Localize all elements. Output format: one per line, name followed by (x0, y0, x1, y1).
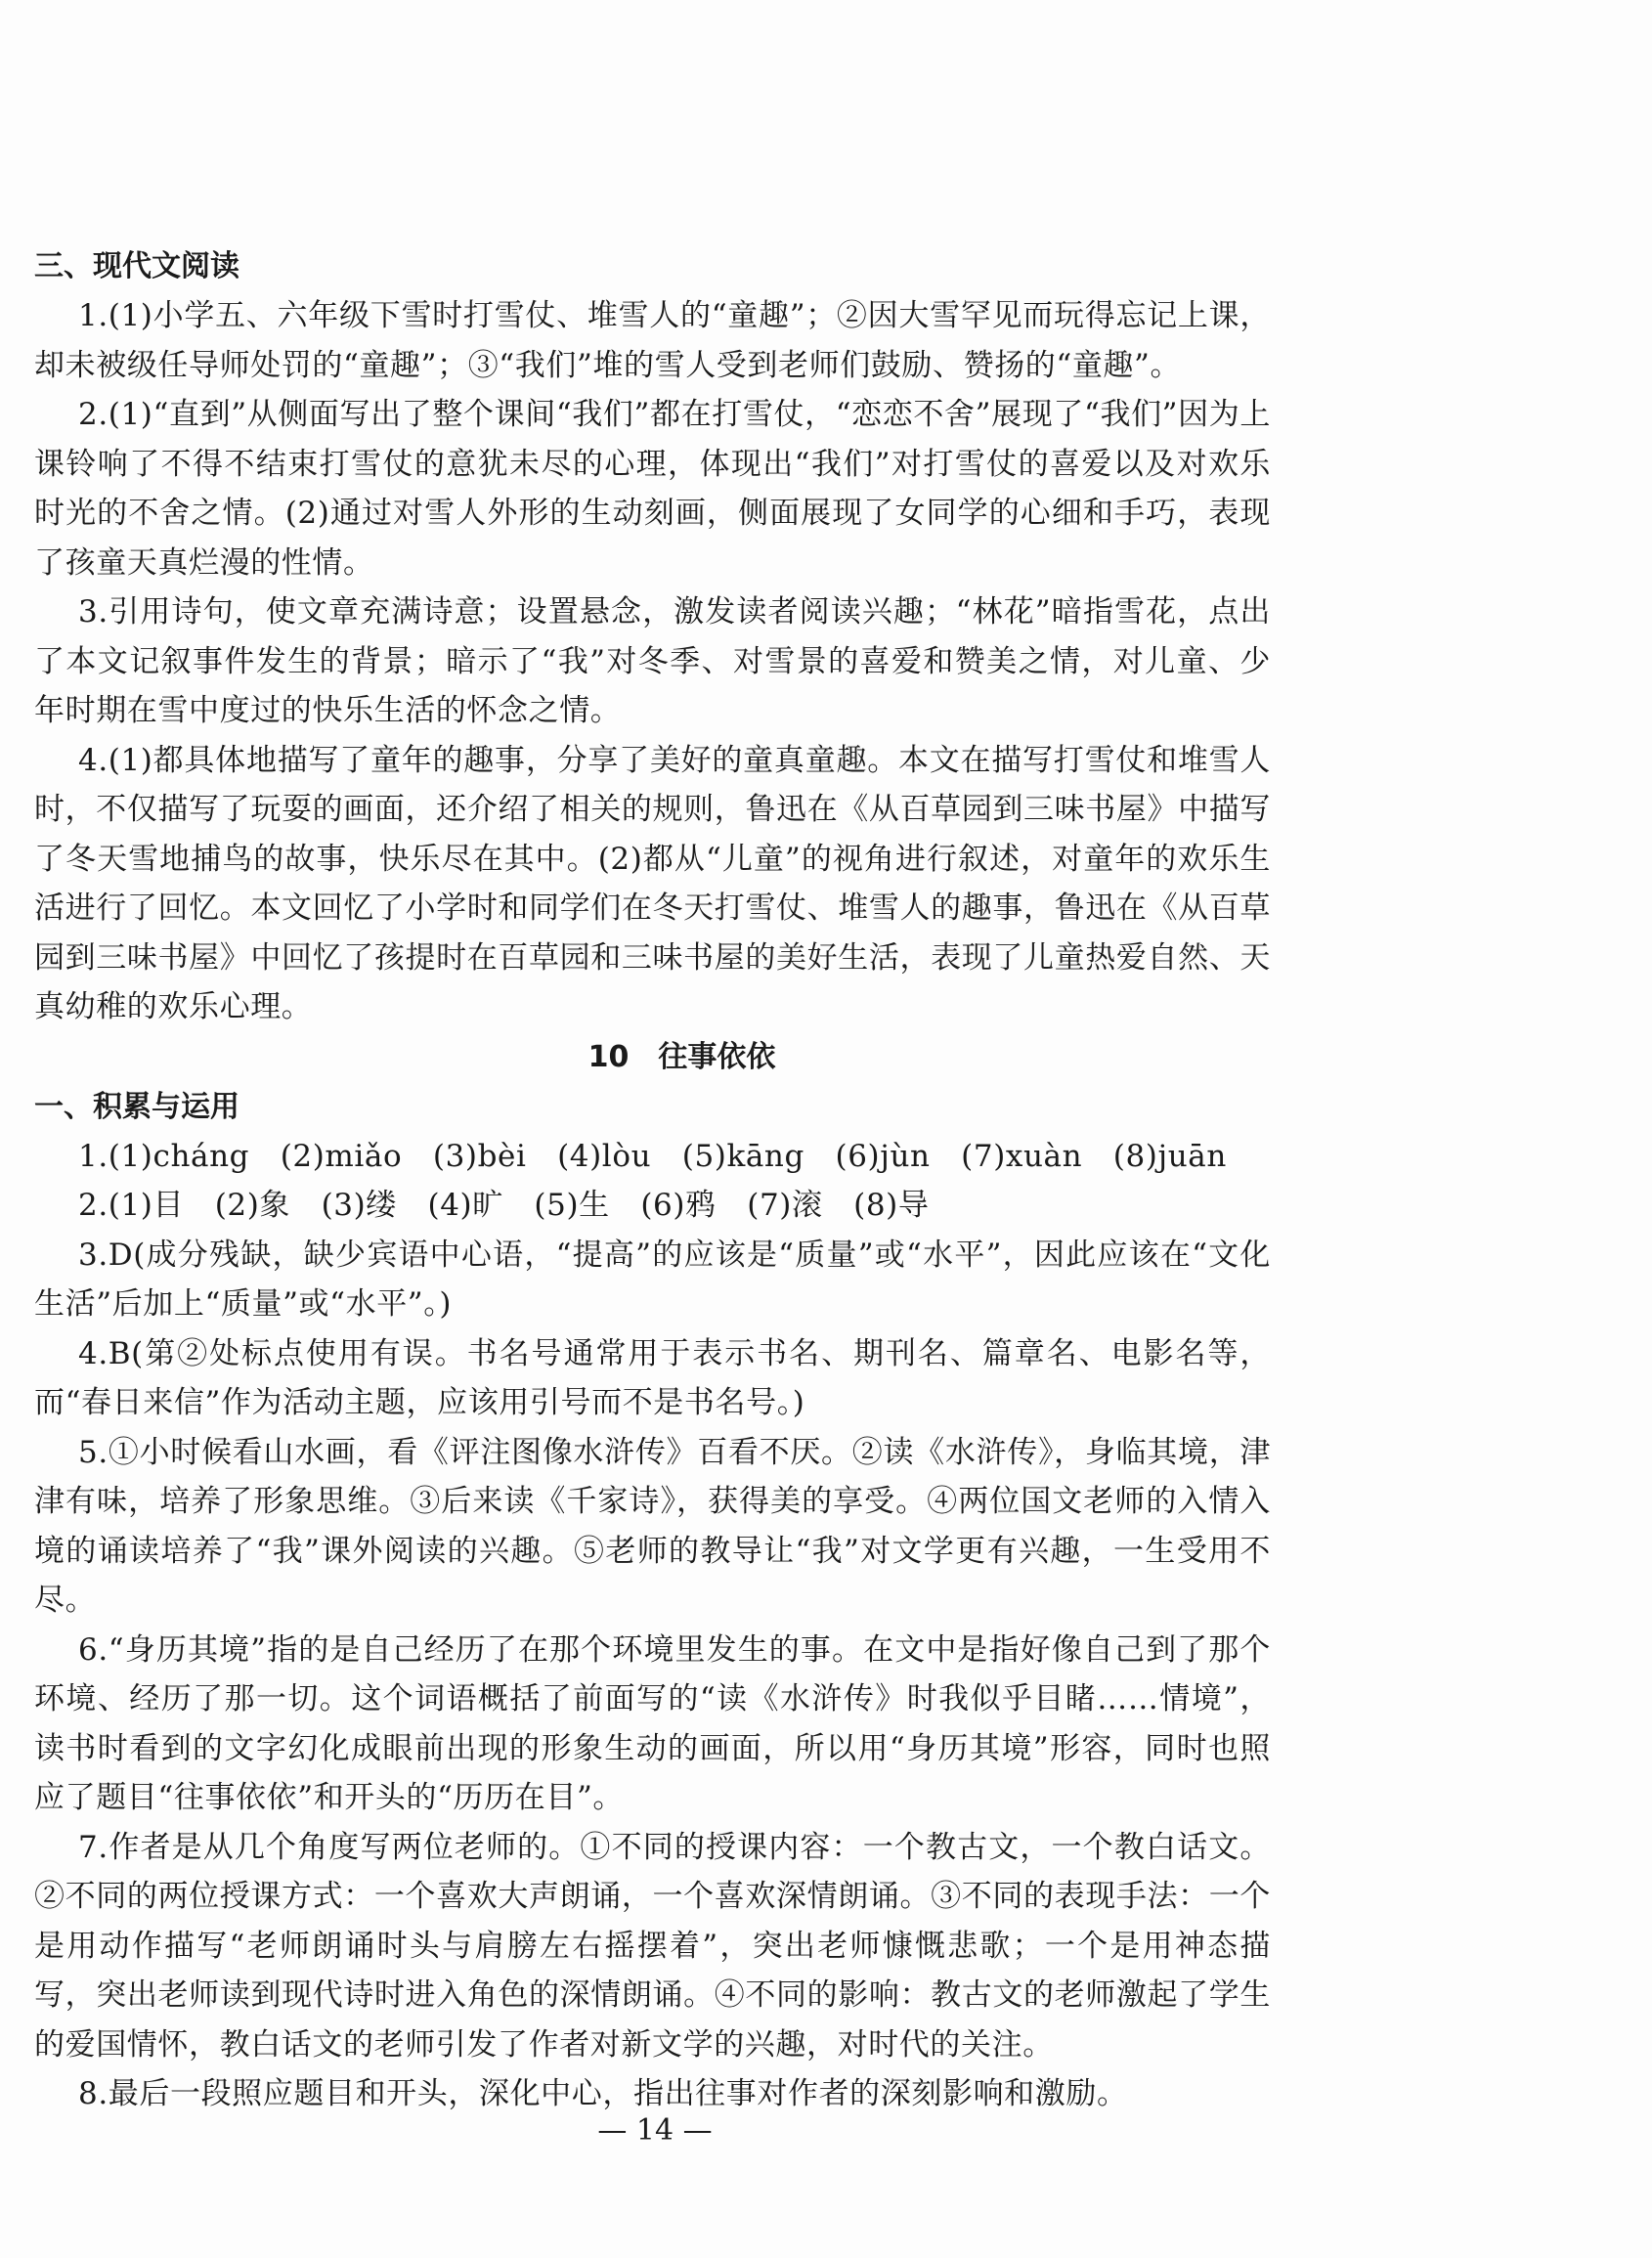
answer-item: 3.D(成分残缺，缺少宾语中心语，“提高”的应该是“质量”或“水平”，因此应该在“文化生活”后加上“质量”或“水平”。) (34, 1237, 1271, 1322)
lesson-title (34, 1032, 1271, 1083)
answer-item: 8.最后一段照应题目和开头，深化中心，指出往事对作者的深刻影响和激励。 (78, 2076, 1128, 2111)
answer-item: 4.B(第②处标点使用有误。书名号通常用于表示书名、期刊名、篇章名、电影名等，而“春日来信”作为活动主题，应该用引号而不是书名号。) (34, 1335, 1271, 1420)
answer-item: 7.作者是从几个角度写两位老师的。①不同的授课内容：一个教古文，一个教白话文。②不同的两位授课方式：一个喜欢大声朗诵，一个喜欢深情朗诵。③不同的表现手法：一个是用动作描写“老师朗诵时头与肩膀左右摇摆着”，突出老师慷慨悲歌；一个是用神态描写，突出老师读到现代诗时进入角色的深情朗诵。④不同的影响：教古文的老师激起了学生的爱国情怀，教白话文的老师引发了作者对新文学的兴趣，对时代的关注。 (34, 1829, 1271, 2063)
answer-item: 2.(1)“直到”从侧面写出了整个课间“我们”都在打雪仗，“恋恋不舍”展现了“我们”因为上课铃响了不得不结束打雪仗的意犹未尽的心理，体现出“我们”对打雪仗的喜爱以及对欢乐时光的不舍之情。(2)通过对雪人外形的生动刻画，侧面展现了女同学的心细和手巧，表现了孩童天真烂漫的性情。 (34, 397, 1271, 581)
answer-item: 3.引用诗句，使文章充满诗意；设置悬念，激发读者阅读兴趣；“林花”暗指雪花，点出了本文记叙事件发生的背景；暗示了“我”对冬季、对雪景的喜爱和赞美之情，对儿童、少年时期在雪中度过的快乐生活的怀念之情。 (34, 594, 1271, 728)
lesson-number: 10 (587, 1039, 630, 1074)
section-heading-accumulation: 一、积累与运用 (34, 1089, 239, 1124)
answer-item: 6.“身历其境”指的是自己经历了在那个环境里发生的事。在文中是指好像自己到了那个环境、经历了那一切。这个词语概括了前面写的“读《水浒传》时我似乎目睹……情境”，读书时看到的文字幻化成眼前出现的形象生动的画面，所以用“身历其境”形容，同时也照应了题目“往事依依”和开头的“历历在目”。 (34, 1631, 1271, 1815)
answer-item: 2.(1)目 (2)象 (3)缕 (4)旷 (5)生 (6)鸦 (7)滚 (8)导 (78, 1188, 930, 1223)
answer-item: 1.(1)小学五、六年级下雪时打雪仗、堆雪人的“童趣”；②因大雪罕见而玩得忘记上课，却未被级任导师处罚的“童趣”；③“我们”堆的雪人受到老师们鼓励、赞扬的“童趣”。 (34, 298, 1271, 383)
answer-item: 4.(1)都具体地描写了童年的趣事，分享了美好的童真童趣。本文在描写打雪仗和堆雪人时，不仅描写了玩耍的画面，还介绍了相关的规则，鲁迅在《从百草园到三味书屋》中描写了冬天雪地捕鸟的故事，快乐尽在其中。(2)都从“儿童”的视角进行叙述，对童年的欢乐生活进行了回忆。本文回忆了小学时和同学们在冬天打雪仗、堆雪人的趣事，鲁迅在《从百草园到三味书屋》中回忆了孩提时在百草园和三味书屋的美好生活，表现了儿童热爱自然、天真幼稚的欢乐心理。 (34, 742, 1271, 1024)
page-content (34, 242, 1271, 2119)
answer-item: 1.(1)cháng (2)miǎo (3)bèi (4)lòu (5)kāng (6)jùn (7)xuàn (8)juān (78, 1138, 1227, 1174)
answer-item: 5.①小时候看山水画，看《评注图像水浒传》百看不厌。②读《水浒传》，身临其境，津津有味，培养了形象思维。③后来读《千家诗》，获得美的享受。④两位国文老师的入情入境的诵读培养了“我”课外阅读的兴趣。⑤老师的教导让“我”对文学更有兴趣，一生受用不尽。 (34, 1434, 1271, 1618)
page-number: — 14 — (597, 2113, 713, 2148)
section-heading-reading: 三、现代文阅读 (34, 249, 239, 283)
lesson-name: 往事依依 (658, 1039, 776, 1074)
